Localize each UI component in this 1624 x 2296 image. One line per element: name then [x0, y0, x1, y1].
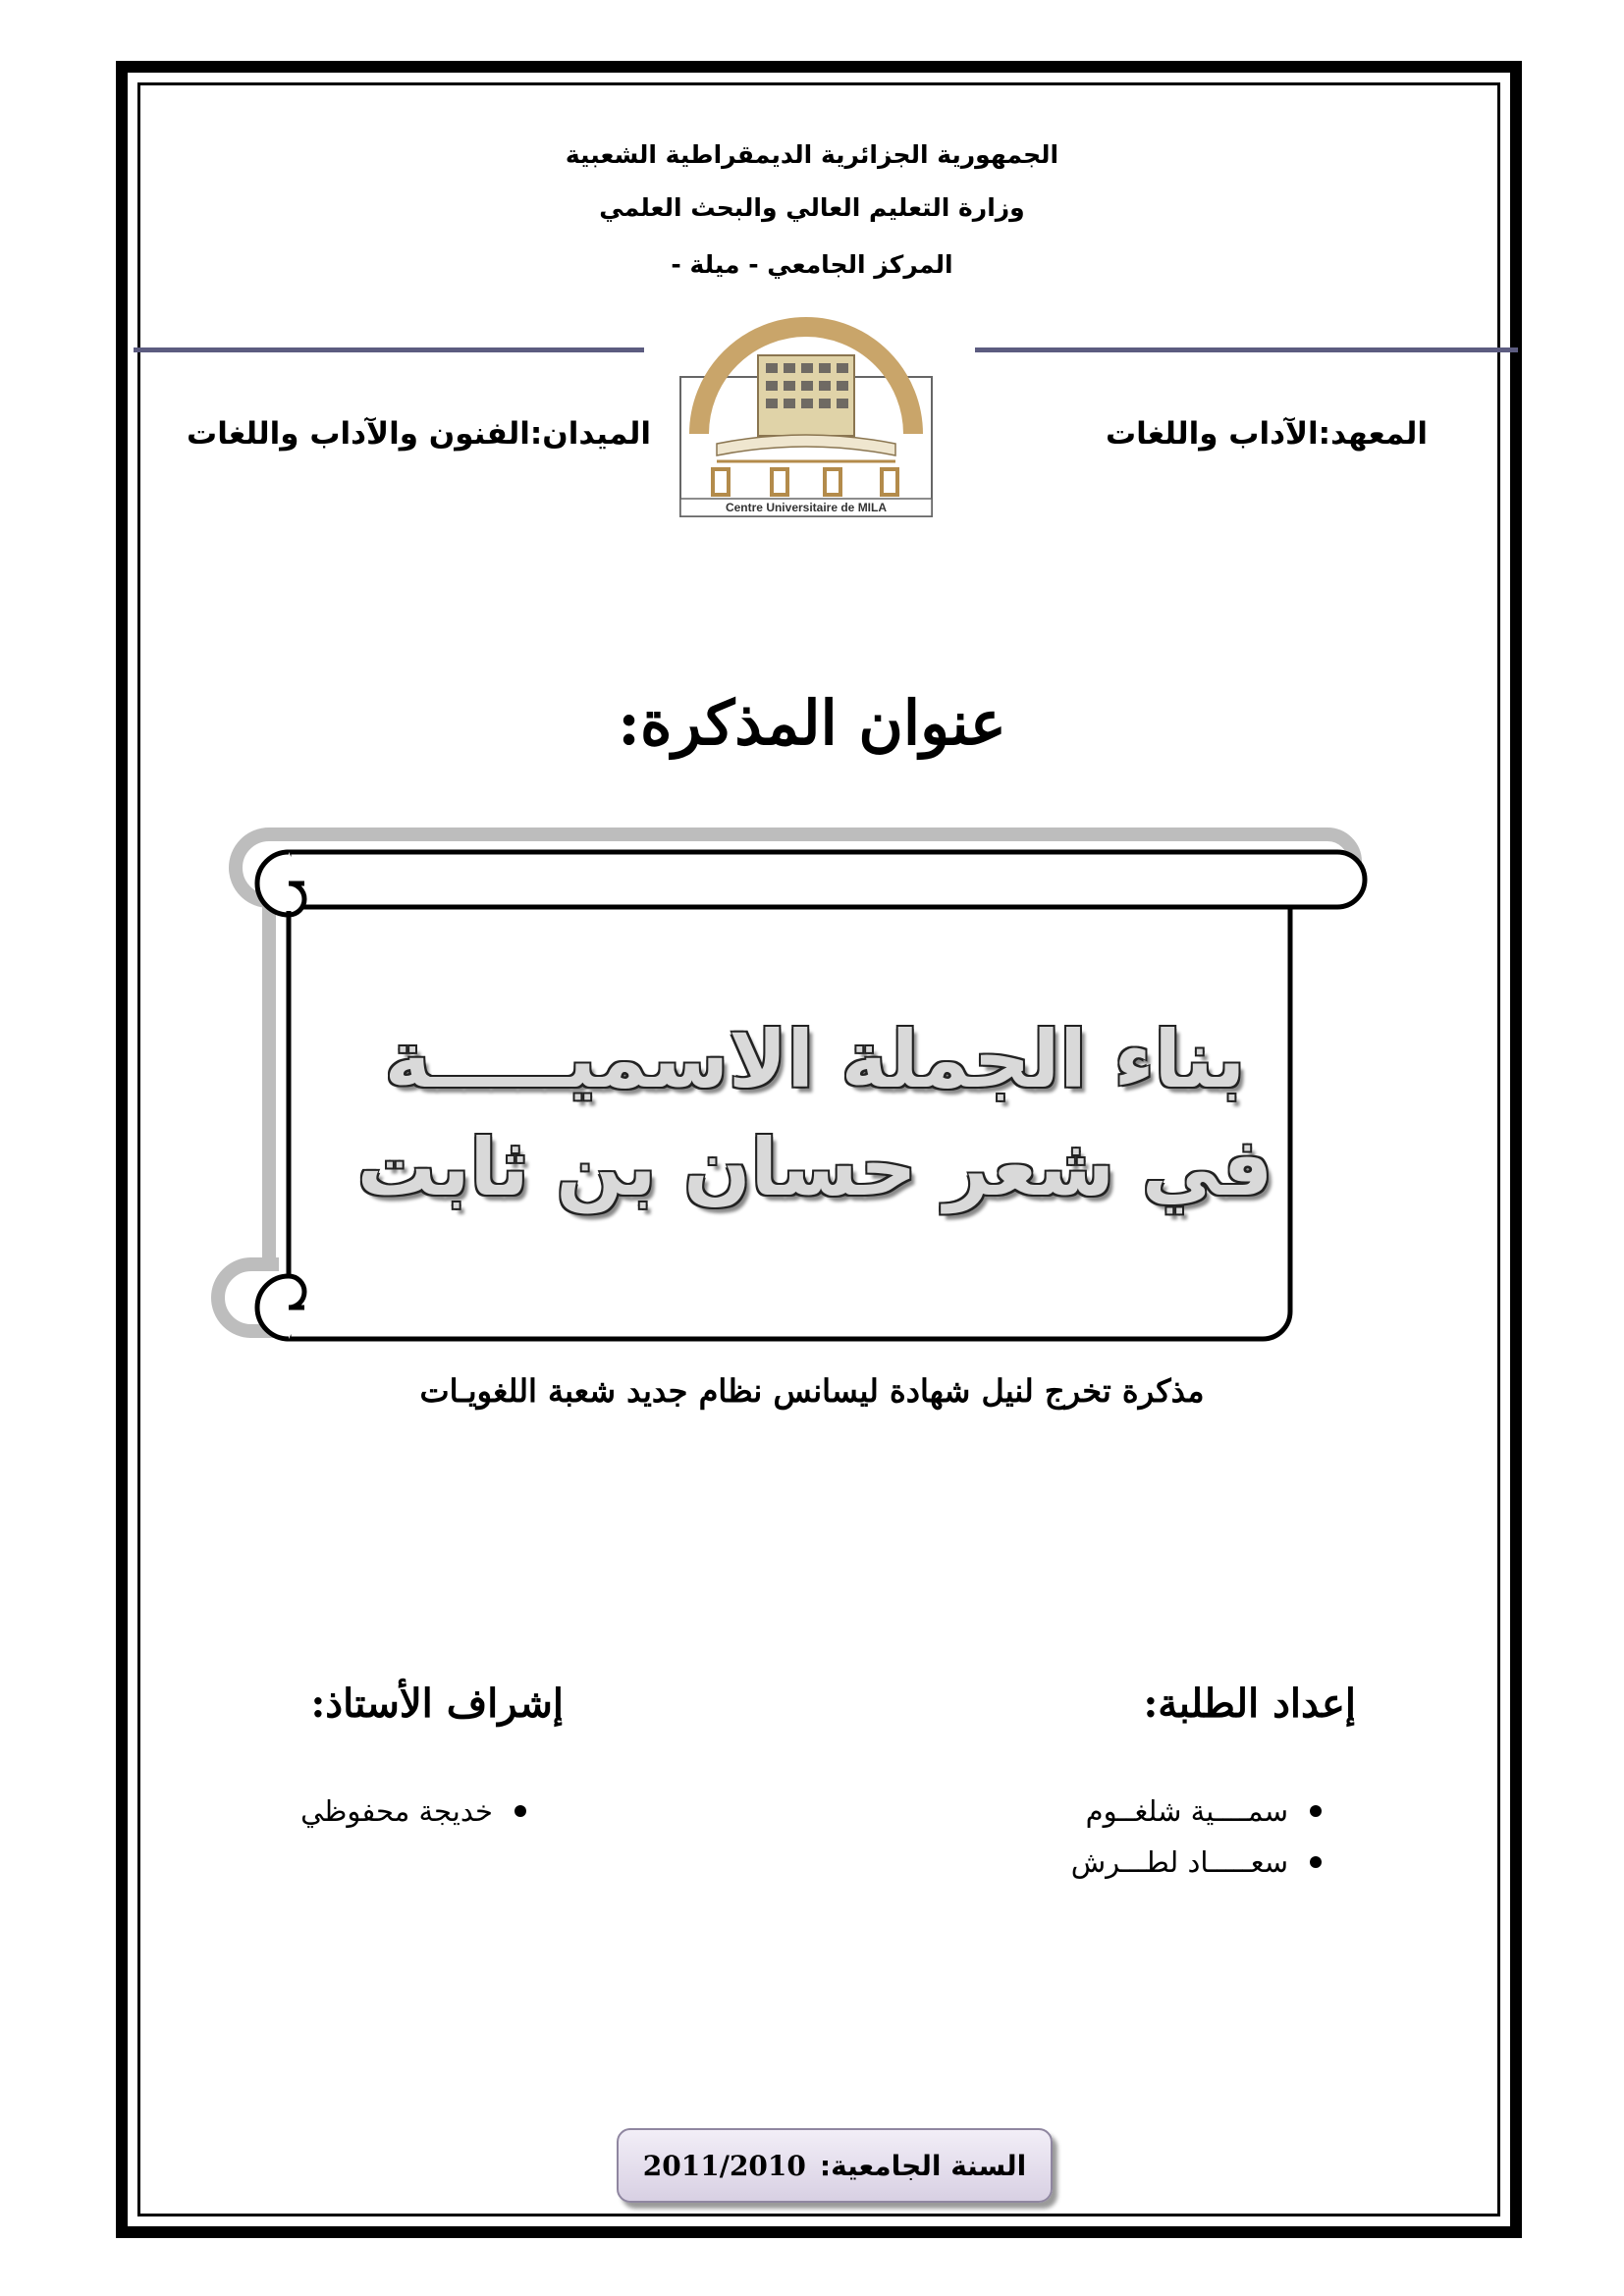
domain-field-label: الميدان:الفنون والآداب واللغات: [187, 416, 651, 452]
supervisor-heading: إشراف الأستاذ:: [310, 1681, 564, 1727]
bullet-icon: [514, 1805, 526, 1817]
header-line-republic: الجمهورية الجزائرية الديمقراطية الشعبية: [565, 140, 1059, 169]
academic-year-box: [617, 2128, 1053, 2203]
thesis-title-line1: بناء الجملة الاسميـــــة: [384, 1014, 1246, 1105]
academic-year-label: السنة الجامعية:: [819, 2149, 1027, 2182]
bullet-icon: [1310, 1805, 1322, 1817]
academic-year-value: 2011/2010: [642, 2149, 806, 2182]
header-rule-right: [975, 347, 1518, 352]
logo-caption: Centre Universitaire de MILA: [725, 501, 888, 514]
header-rule-left: [134, 347, 644, 352]
student-name: سعـــــاد لطـــرش: [1071, 1845, 1322, 1879]
thesis-title-label: عنوان المذكرة:: [618, 687, 1006, 759]
student-name: سمــــية شلغــوم: [1086, 1794, 1322, 1828]
supervisor-name: خديجة محفوظي: [300, 1794, 526, 1828]
students-heading: إعداد الطلبة:: [1143, 1681, 1356, 1727]
university-logo: [677, 316, 935, 518]
building-logo-icon: [677, 316, 935, 518]
header-line-center: المركز الجامعي - ميلة -: [671, 250, 953, 279]
institute-label: المعهد:الآداب واللغات: [1106, 416, 1428, 452]
bullet-icon: [1310, 1856, 1322, 1868]
thesis-subtitle: مذكرة تخرج لنيل شهادة ليسانس نظام جديد شعبة اللغويـات: [419, 1372, 1205, 1410]
thesis-title-line2: في شعر حسان بن ثابت: [356, 1122, 1273, 1213]
header-line-ministry: وزارة التعليم العالي والبحث العلمي: [599, 193, 1025, 222]
